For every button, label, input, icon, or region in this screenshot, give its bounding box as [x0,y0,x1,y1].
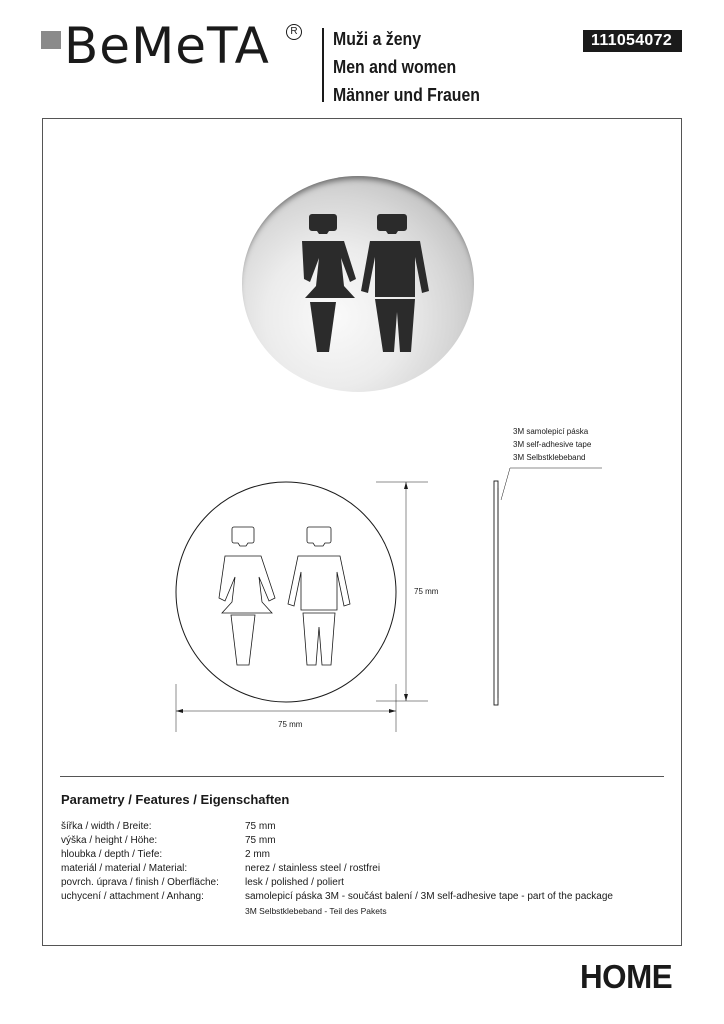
sign-outline [176,482,396,702]
param-attachment-extra: 3M Selbstklebeband - Teil des Pakets [245,906,387,916]
tape-label-english: 3M self-adhesive tape [513,440,592,449]
features-divider [60,776,664,777]
param-value: 75 mm [245,835,276,846]
param-value: nerez / stainless steel / rostfrei [245,863,381,874]
param-label: výška / height / Höhe: [61,835,158,846]
features-title: Parametry / Features / Eigenschaften [61,792,290,807]
title-german: Männer und Frauen [333,85,480,105]
param-label: povrch. úprava / finish / Oberfläche: [61,877,219,888]
param-value: samolepicí páska 3M - součást balení / 3M self-adhesive tape - part of the package [245,891,613,902]
side-view [494,481,498,705]
title-english: Men and women [333,57,457,77]
woman-outline-icon [219,527,275,665]
collection-name: HOME [580,958,673,995]
man-outline-icon [288,527,350,665]
width-dimension-label: 75 mm [278,720,303,729]
param-label: hloubka / depth / Tiefe: [61,849,163,860]
param-label: šířka / width / Breite: [61,821,152,832]
tape-label-czech: 3M samolepicí páska [513,427,589,436]
param-value: 75 mm [245,821,276,832]
param-value: 2 mm [245,849,270,860]
param-label: uchycení / attachment / Anhang: [61,891,204,902]
brand-logo: BeMeTA [64,17,270,75]
title-czech: Muži a ženy [333,29,422,49]
param-value: lesk / polished / poliert [245,877,344,888]
height-dimension-label: 75 mm [414,587,439,596]
registered-mark: R [286,24,302,40]
product-code: 111054072 [583,30,682,52]
tape-label-german: 3M Selbstklebeband [513,453,586,462]
param-label: materiál / material / Material: [61,863,188,874]
